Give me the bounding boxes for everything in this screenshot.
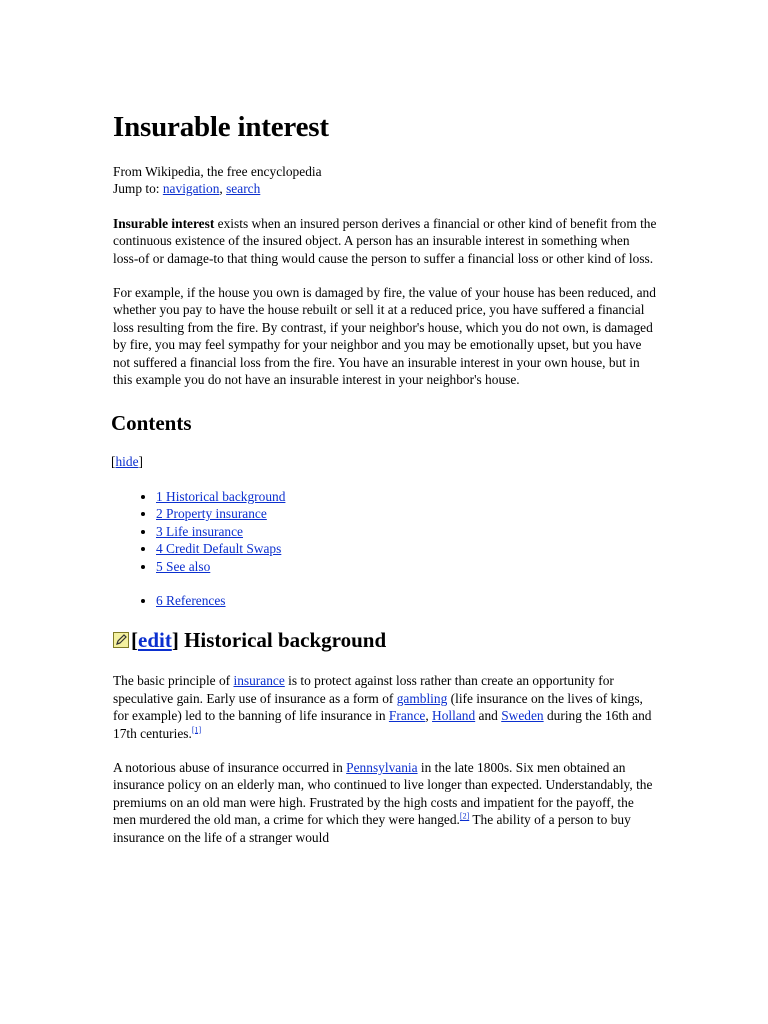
link-gambling[interactable]: gambling <box>396 690 448 706</box>
toc-link-see-also[interactable]: 5 See also <box>156 558 211 574</box>
edit-pencil-icon[interactable] <box>113 632 129 648</box>
jump-separator: , <box>219 181 227 197</box>
page-title: Insurable interest <box>113 111 329 143</box>
reference-1-link[interactable]: [1] <box>191 725 202 735</box>
toc-link-references[interactable]: 6 References <box>156 592 226 608</box>
toc-item <box>156 540 658 557</box>
text-run: The basic principle of <box>113 673 234 689</box>
toc-link-life-insurance[interactable]: 3 Life insurance <box>156 523 243 539</box>
toc-list-references <box>113 592 658 609</box>
intro-text: exists when an insured person derives a financial or other kind of benefit from the continuous existence of the insured object. A person has an insurable interest in something when loss-of or damage-to that thing would cause the person to suffer a financial loss or other kind of loss. <box>113 215 657 266</box>
example-paragraph: For example, if the house you own is damaged by fire, the value of your house has been reduced, and whether you pay to have the house rebuilt or sell it at a reduced price, you have suffered a financial loss resulting from the fire. By contrast, if your neighbor's house, which you do not own, is damaged by fire, you may feel sympathy for your neighbor and you may be emotionally upset, but you have not suffered a financial loss from the fire. You have an insurable interest in your own house, but in this example you do not have an insurable interest in your neighbor's house. <box>113 285 656 388</box>
link-france[interactable]: France <box>388 708 426 724</box>
jump-navigation-link[interactable]: navigation <box>162 181 220 197</box>
edit-bracket-close: ] <box>171 628 179 653</box>
section-title: Historical background <box>178 628 387 653</box>
jump-to-label: Jump to: <box>113 181 163 197</box>
toc-heading: Contents <box>111 411 192 436</box>
link-insurance[interactable]: insurance <box>233 673 285 689</box>
intro-term: Insurable interest <box>113 215 215 231</box>
jump-search-link[interactable]: search <box>226 181 261 197</box>
intro-paragraph <box>113 215 658 267</box>
toc-bracket-open: [ <box>111 454 116 470</box>
toc-item <box>156 488 658 505</box>
toc-bracket-close: ] <box>138 454 143 470</box>
text-run: The ability of a person to buy insurance on the life of a stranger would <box>113 812 631 845</box>
reference-2-link[interactable]: [2] <box>459 811 470 821</box>
text-run: during the 16th and 17th centuries. <box>113 708 652 741</box>
history-paragraph-2 <box>113 759 658 846</box>
edit-section-link[interactable]: edit <box>138 628 172 653</box>
text-run: (life insurance on the lives of kings, for example) led to the banning of life insurance in <box>113 690 643 724</box>
toc-link-historical-background[interactable]: 1 Historical background <box>156 488 286 504</box>
jump-to-line <box>113 180 658 197</box>
toc-link-property-insurance[interactable]: 2 Property insurance <box>156 506 267 522</box>
article-source: From Wikipedia, the free encyclopedia <box>113 164 322 179</box>
edit-bracket-open: [ <box>131 628 138 653</box>
toc-item <box>156 505 658 522</box>
toc-list <box>113 488 658 575</box>
article-content <box>113 110 658 863</box>
toc-link-credit-default-swaps[interactable]: 4 Credit Default Swaps <box>156 541 282 557</box>
link-holland[interactable]: Holland <box>432 708 476 724</box>
section-heading-historical-background <box>113 627 658 653</box>
toc-hide-link[interactable]: hide <box>115 454 139 470</box>
toc-item <box>156 558 658 575</box>
toc-item <box>156 523 658 540</box>
link-sweden[interactable]: Sweden <box>501 708 544 724</box>
text-run: A notorious abuse of insurance occurred in <box>113 759 347 775</box>
text-run: , <box>425 708 433 724</box>
toc-item <box>156 592 658 609</box>
history-paragraph-1 <box>113 672 658 742</box>
link-pennsylvania[interactable]: Pennsylvania <box>346 759 418 775</box>
toc-toggle <box>111 453 658 470</box>
text-run: is to protect against loss rather than create an opportunity for speculative gain. Early use of insurance as a form of <box>113 673 614 706</box>
text-run: and <box>475 708 502 724</box>
text-run: in the late 1800s. Six men obtained an insurance policy on an elderly man, who continued to live longer than expected. Understandably, the premiums on an old man were high. Frustrated by the high costs and impatient for the payoff, the men murdered the old man, a crime for which they were hanged. <box>113 759 653 828</box>
